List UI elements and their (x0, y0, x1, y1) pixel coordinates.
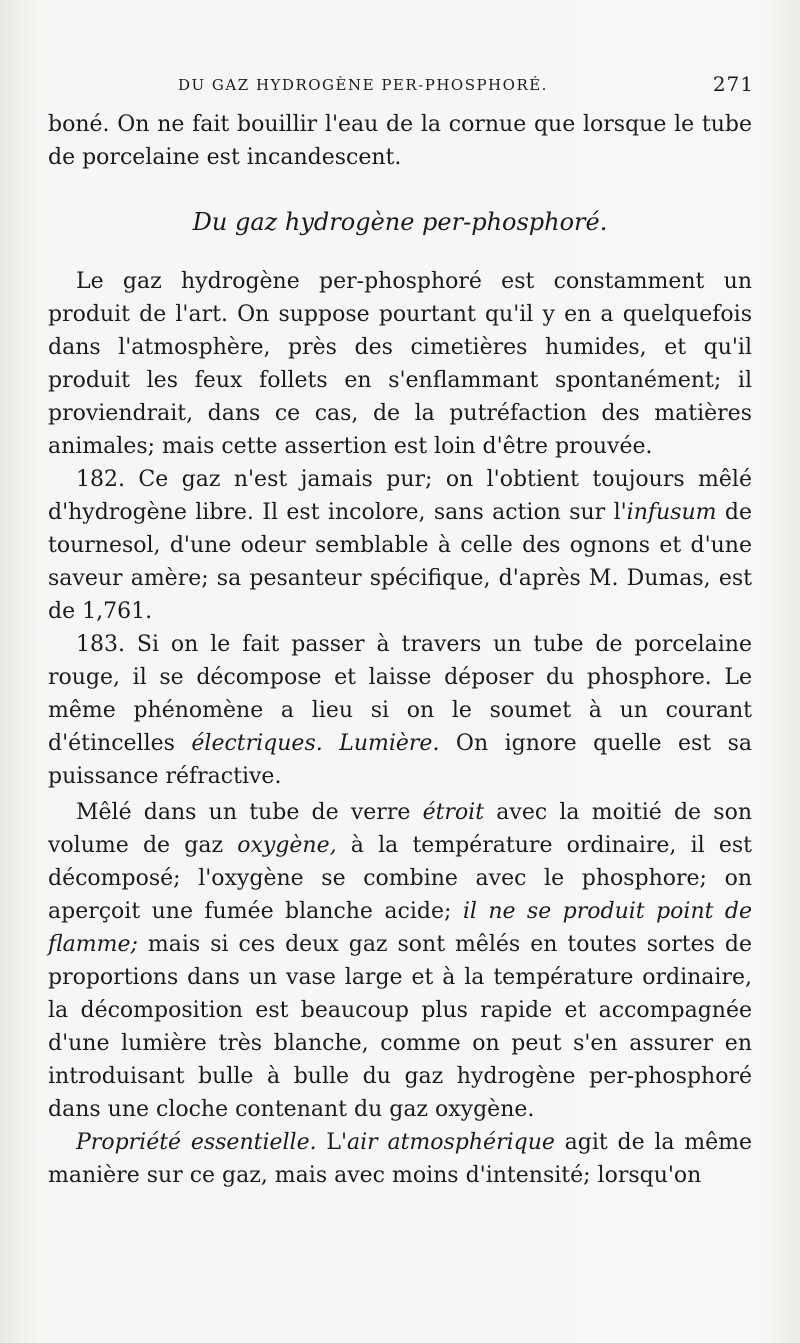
mele-text-d: mais si ces deux gaz sont mêlés en toutes sortes de proportions dans un vase large et à la température ordinaire, la décomposition est beaucoup plus rapide et accompagnée d'une lumière très blanche, comme on peut s'en assurer en introduisant bulle à bulle du gaz hydrogène per-phosphoré dans une cloche contenant du gaz oxygène. (48, 932, 752, 1122)
p183-text-b: On ignore quelle est sa puissance réfractive. (48, 731, 752, 789)
mele-text-c: à la température ordinaire, il est décomposé; l'oxygène se combine avec le phosphore; on aperçoit une fumée blanche acide; (48, 833, 752, 924)
p183-electriques: électriques. Lumière. (191, 731, 440, 756)
propriete-label: Propriété essentielle. (76, 1130, 317, 1155)
paragraph-intro: Le gaz hydrogène per-phosphoré est constamment un produit de l'art. On suppose pourtant qu'il y en a quelquefois dans l'atmosphère, près des cimetières humides, et qu'il produit les feux follets en s'enflammant spontanément; il proviendrait, dans ce cas, de la putréfaction des matières animales; mais cette assertion est loin d'être prouvée. (48, 269, 752, 459)
mele-etroit: étroit (422, 800, 485, 825)
mele-text-b: avec la moitié de son volume de gaz (48, 800, 752, 858)
mele-flamme: il ne se produit point de flamme; (48, 899, 752, 957)
page-number: 271 (712, 72, 754, 96)
page-header (178, 72, 754, 104)
propriete-air: air atmosphérique (347, 1130, 555, 1155)
p182-text-b: de tournesol, d'une odeur semblable à celle des ognons et d'une saveur amère; sa pesanteur spécifique, d'après M. Dumas, est de 1,761. (48, 500, 752, 624)
mele-oxygene: oxygène, (237, 833, 337, 858)
paragraph-propriete (48, 1126, 752, 1192)
paragraph-183 (48, 628, 752, 793)
p182-infusum: infusum (626, 500, 717, 525)
paragraph-182 (48, 463, 752, 628)
page-body (48, 108, 752, 1192)
mele-text-a: Mêlé dans un tube de verre (76, 800, 423, 825)
p183-text-a: 183. Si on le fait passer à travers un tube de porcelaine rouge, il se décompose et laisse déposer du phosphore. Le même phénomène a lieu si on le soumet à un courant d'étincelles (48, 632, 752, 756)
paragraph-mele (48, 796, 752, 1126)
running-head: DU GAZ HYDROGÈNE PER-PHOSPHORÉ. (178, 76, 548, 94)
propriete-text-b: agit de la même manière sur ce gaz, mais avec moins d'intensité; lorsqu'on (48, 1130, 752, 1188)
p182-text-a: 182. Ce gaz n'est jamais pur; on l'obtient toujours mêlé d'hydrogène libre. Il est incolore, sans action sur l' (48, 467, 752, 525)
section-title: Du gaz hydrogène per-phosphoré. (192, 208, 608, 236)
continuation-paragraph: boné. On ne fait bouillir l'eau de la cornue que lorsque le tube de porcelaine est incandescent. (48, 112, 752, 170)
propriete-text-a: L' (316, 1130, 348, 1155)
